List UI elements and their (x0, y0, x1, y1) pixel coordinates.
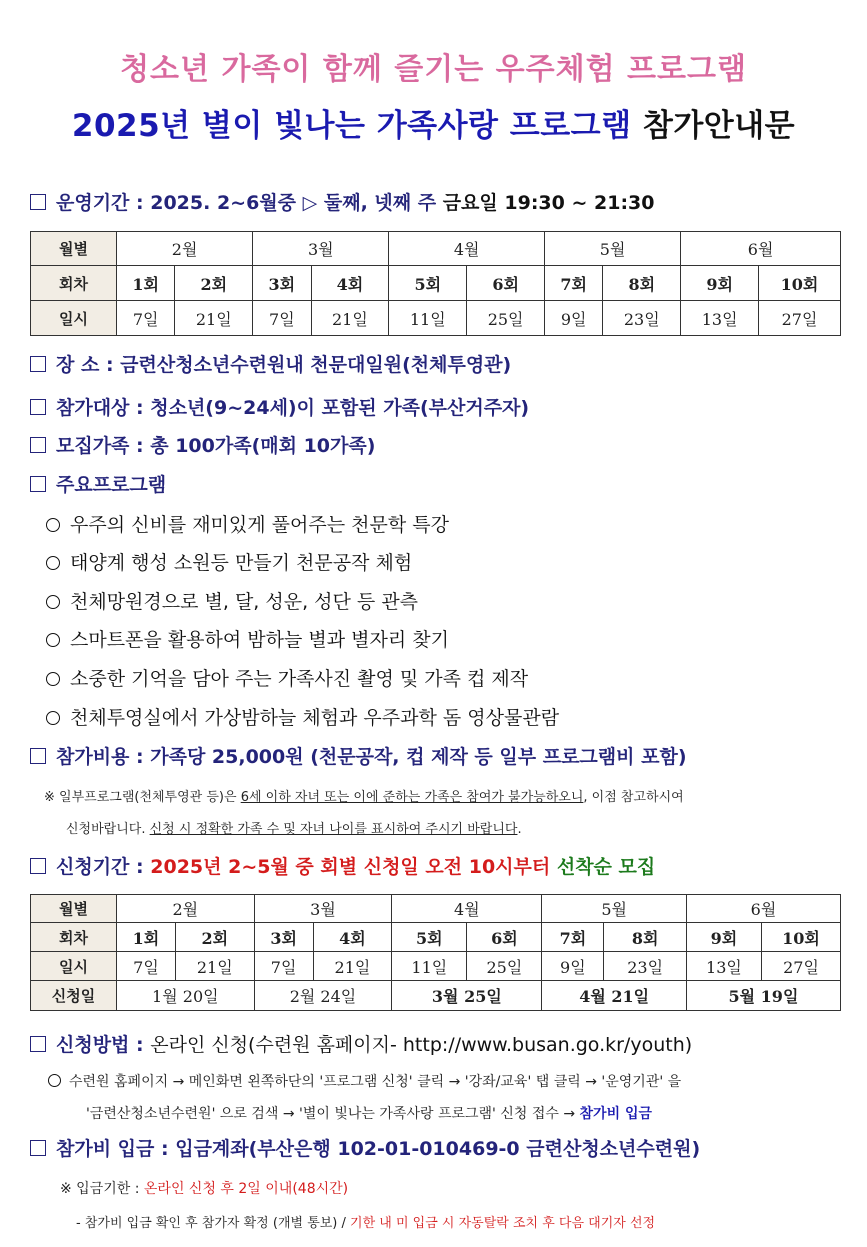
checkbox-square-icon (30, 476, 46, 492)
round-cell: 6회 (467, 266, 545, 301)
program-text: 천체망원경으로 별, 달, 성운, 성단 등 관측 (70, 591, 419, 613)
deadline-value: 온라인 신청 후 2일 이내(48시간) (143, 1181, 349, 1197)
row-header: 월별 (31, 895, 117, 923)
circle-bullet-icon (46, 518, 60, 532)
period-time: 금요일 19:30 ~ 21:30 (442, 192, 655, 214)
month-cell: 4월 (392, 895, 542, 923)
checkbox-square-icon (30, 437, 46, 453)
checkbox-square-icon (30, 858, 46, 874)
method-value: 온라인 신청(수련원 홈페이지- http://www.busan.go.kr/youth) (150, 1034, 693, 1056)
recruit-text: 모집가족 : 총 100가족(매회 10가족) (56, 435, 376, 457)
date-cell: 27일 (761, 952, 840, 981)
fee-text: 참가비용 : 가족당 25,000원 (천문공작, 컵 제작 등 일부 프로그램비 포함) (56, 746, 687, 768)
section-apply-period (30, 852, 655, 879)
checkbox-square-icon (30, 1140, 46, 1156)
confirm-text: - 참가비 입금 확인 후 참가자 확정 (개별 통보) / (76, 1216, 351, 1231)
round-cell: 3회 (254, 923, 313, 952)
fee-note-line-2 (66, 818, 522, 837)
month-cell: 3월 (254, 895, 392, 923)
circle-bullet-icon (46, 711, 60, 725)
apply-date-cell: 1월 20일 (117, 981, 255, 1011)
month-cell: 5월 (545, 232, 681, 266)
month-cell: 2월 (117, 232, 253, 266)
section-programs (30, 470, 166, 497)
table-row (31, 895, 841, 923)
round-cell: 5회 (392, 923, 467, 952)
circle-bullet-icon (46, 595, 60, 609)
place-text: 장 소 : 금련산청소년수련원내 천문대일원(천체투영관) (56, 354, 512, 376)
section-target (30, 393, 529, 420)
circle-bullet-icon (46, 556, 60, 570)
date-cell: 23일 (604, 952, 687, 981)
round-cell: 1회 (117, 266, 175, 301)
month-cell: 4월 (389, 232, 545, 266)
checkbox-square-icon (30, 748, 46, 764)
schedule-table-1 (30, 231, 841, 336)
row-header: 일시 (31, 952, 117, 981)
round-cell: 9회 (686, 923, 761, 952)
date-cell: 7일 (254, 952, 313, 981)
table-row (31, 923, 841, 952)
date-cell: 25일 (467, 301, 545, 336)
deadline-label: ※ 입금기한 : (60, 1181, 144, 1197)
month-cell: 6월 (681, 232, 841, 266)
section-payment (30, 1134, 700, 1161)
row-header: 회차 (31, 266, 117, 301)
date-cell: 27일 (759, 301, 841, 336)
date-cell: 7일 (117, 301, 175, 336)
programs-title: 주요프로그램 (56, 474, 167, 496)
program-item (46, 664, 528, 691)
date-cell: 21일 (313, 952, 392, 981)
checkbox-square-icon (30, 1036, 46, 1052)
note-underlined: 6세 이하 자녀 또는 이에 준하는 가족은 참여가 불가능하오니 (240, 790, 584, 805)
date-cell: 9일 (545, 301, 603, 336)
circle-bullet-icon (48, 1074, 61, 1087)
table-row (31, 232, 841, 266)
confirm-warning: 기한 내 미 입금 시 자동탈락 조치 후 다음 대기자 선정 (350, 1216, 656, 1231)
date-cell: 13일 (686, 952, 761, 981)
schedule-table-2 (30, 894, 841, 1011)
round-cell: 7회 (545, 266, 603, 301)
month-cell: 5월 (542, 895, 686, 923)
date-cell: 21일 (175, 952, 254, 981)
program-text: 태양계 행성 소원등 만들기 천문공작 체험 (70, 552, 413, 574)
apply-date-cell: 4월 21일 (542, 981, 686, 1011)
note-underlined: 신청 시 정확한 가족 수 및 자녀 나이를 표시하여 주시기 바랍니다 (149, 822, 518, 837)
round-cell: 6회 (467, 923, 542, 952)
month-cell: 3월 (253, 232, 389, 266)
table-row (31, 952, 841, 981)
date-cell: 13일 (681, 301, 759, 336)
checkbox-square-icon (30, 356, 46, 372)
section-fee (30, 742, 687, 769)
round-cell: 8회 (603, 266, 681, 301)
round-cell: 8회 (604, 923, 687, 952)
page-title-suffix: 참가안내문 (642, 108, 796, 144)
round-cell: 4회 (313, 923, 392, 952)
section-period (30, 188, 655, 215)
date-cell: 21일 (311, 301, 389, 336)
date-cell: 7일 (117, 952, 176, 981)
round-cell: 10회 (761, 923, 840, 952)
checkbox-square-icon (30, 194, 46, 210)
program-item (46, 587, 418, 614)
date-cell: 9일 (542, 952, 604, 981)
program-item (46, 510, 449, 537)
apply-date-cell: 5월 19일 (686, 981, 840, 1011)
apply-period-green: 선착순 모집 (556, 856, 656, 878)
apply-date-cell: 3월 25일 (392, 981, 542, 1011)
note-text: 신청바랍니다. (66, 822, 150, 837)
payment-text: 참가비 입금 : 입금계좌(부산은행 102-01-010469-0 금련산청소년수련원) (56, 1138, 701, 1160)
row-header: 회차 (31, 923, 117, 952)
step-highlight: 참가비 입금 (579, 1106, 653, 1122)
note-text: ※ 일부프로그램(천체투영관 등)은 (44, 790, 241, 805)
row-header: 월별 (31, 232, 117, 266)
month-cell: 2월 (117, 895, 255, 923)
fee-note-line-1 (44, 786, 684, 805)
table-row (31, 301, 841, 336)
date-cell: 23일 (603, 301, 681, 336)
date-cell: 25일 (467, 952, 542, 981)
program-item (46, 703, 559, 730)
date-cell: 11일 (389, 301, 467, 336)
date-cell: 11일 (392, 952, 467, 981)
round-cell: 10회 (759, 266, 841, 301)
round-cell: 5회 (389, 266, 467, 301)
page-title-main: 2025년 별이 빛나는 가족사랑 프로그램 (71, 108, 632, 144)
circle-bullet-icon (46, 633, 60, 647)
round-cell: 4회 (311, 266, 389, 301)
program-item (46, 548, 412, 575)
checkbox-square-icon (30, 399, 46, 415)
round-cell: 2회 (175, 266, 253, 301)
program-text: 우주의 신비를 재미있게 풀어주는 천문학 특강 (70, 514, 449, 536)
apply-date-cell: 2월 24일 (254, 981, 392, 1011)
section-method (30, 1030, 692, 1057)
round-cell: 9회 (681, 266, 759, 301)
date-cell: 7일 (253, 301, 311, 336)
step-text: '금련산청소년수련원' 으로 검색 → '별이 빛나는 가족사랑 프로그램' 신청 접수 → (86, 1106, 580, 1122)
round-cell: 1회 (117, 923, 176, 952)
method-label: 신청방법 : (56, 1034, 151, 1056)
table-row (31, 981, 841, 1011)
step-text: 수련원 홈페이지 → 메인화면 왼쪽하단의 '프로그램 신청' 클릭 → '강좌/교육' 탭 클릭 → '운영기관' 을 (69, 1074, 682, 1090)
note-text: , 이점 참고하시여 (583, 790, 684, 805)
target-text: 참가대상 : 청소년(9~24세)이 포함된 가족(부산거주자) (56, 397, 530, 419)
row-header: 일시 (31, 301, 117, 336)
payment-deadline (60, 1178, 348, 1198)
program-item (46, 625, 449, 652)
table-row (31, 266, 841, 301)
section-recruit (30, 431, 375, 458)
method-step-2 (86, 1103, 652, 1123)
program-text: 스마트폰을 활용하여 밤하늘 별과 별자리 찾기 (70, 629, 449, 651)
apply-period-label: 신청기간 : (56, 856, 151, 878)
section-place (30, 350, 511, 377)
method-step-1 (48, 1071, 681, 1091)
apply-period-red: 2025년 2~5월 중 회별 신청일 오전 10시부터 (150, 856, 557, 878)
page-title (0, 100, 867, 145)
program-text: 소중한 기억을 담아 주는 가족사진 촬영 및 가족 컵 제작 (70, 668, 529, 690)
date-cell: 21일 (175, 301, 253, 336)
payment-confirm (76, 1212, 655, 1231)
period-label: 운영기간 : 2025. 2~6월중 ▷ 둘째, 넷째 주 (56, 192, 443, 214)
month-cell: 6월 (686, 895, 840, 923)
note-text: . (517, 822, 522, 837)
row-header: 신청일 (31, 981, 117, 1011)
round-cell: 3회 (253, 266, 311, 301)
page-subtitle: 청소년 가족이 함께 즐기는 우주체험 프로그램 (120, 52, 747, 87)
program-text: 천체투영실에서 가상밤하늘 체험과 우주과학 돔 영상물관람 (70, 707, 560, 729)
round-cell: 7회 (542, 923, 604, 952)
round-cell: 2회 (175, 923, 254, 952)
circle-bullet-icon (46, 672, 60, 686)
